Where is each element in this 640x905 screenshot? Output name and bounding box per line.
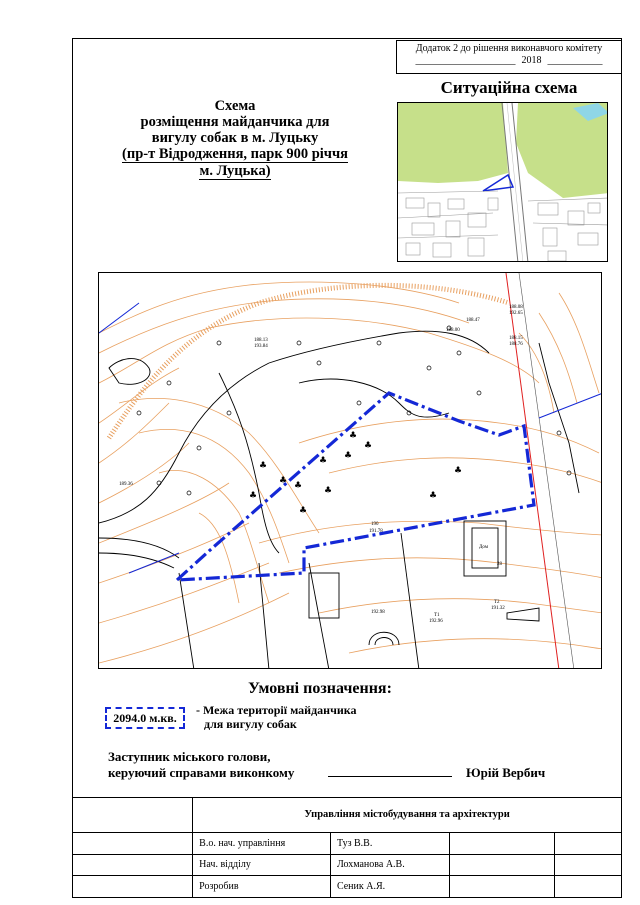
annex-line1: Додаток 2 до рішення виконавчого комітету bbox=[415, 43, 603, 54]
legend-desc-line2: для вигулу собак bbox=[204, 717, 297, 731]
title-line3: вигулу собак в м. Луцьку bbox=[151, 130, 319, 146]
stamp-role-3: Розробив bbox=[193, 876, 331, 898]
svg-text:♣: ♣ bbox=[279, 476, 288, 486]
title-line4: (пр-т Відродження, парк 900 річчя bbox=[122, 146, 348, 162]
buildings bbox=[179, 521, 539, 669]
svg-text:♣: ♣ bbox=[319, 456, 328, 466]
signature-underline bbox=[328, 776, 452, 777]
trees bbox=[249, 431, 462, 516]
svg-text:♣: ♣ bbox=[299, 506, 308, 516]
svg-text:♣: ♣ bbox=[429, 491, 438, 501]
legend-title: Умовні позначення: bbox=[248, 680, 392, 697]
elev-2b: 188.00 bbox=[446, 328, 460, 333]
elev-4: 188.15 bbox=[509, 336, 523, 341]
title-block-stamp bbox=[72, 797, 622, 898]
site-plan-map bbox=[98, 272, 602, 669]
scheme-title bbox=[100, 98, 370, 180]
title-line1: Схема bbox=[214, 98, 256, 114]
annex-line2 bbox=[397, 55, 621, 67]
svg-text:♣: ♣ bbox=[349, 431, 358, 441]
elev-6: 190 bbox=[371, 522, 379, 527]
elev-1b: 193.84 bbox=[254, 344, 268, 349]
bushes bbox=[137, 326, 571, 495]
elev-1: 188.13 bbox=[254, 338, 268, 343]
svg-text:♣: ♣ bbox=[454, 466, 463, 476]
point-t1: Т1 bbox=[434, 613, 440, 618]
stamp-name-1: Туз В.В. bbox=[330, 832, 449, 854]
contour-lines bbox=[99, 282, 602, 663]
annex-year: 2018 bbox=[521, 55, 542, 66]
point-t1-value: 192.96 bbox=[429, 619, 443, 624]
title-line5: м. Луцька) bbox=[199, 163, 271, 179]
house-label: Дом bbox=[479, 545, 488, 550]
situation-map bbox=[397, 102, 608, 262]
title-line2: розміщення майданчика для bbox=[140, 114, 330, 130]
signature-name: Юрій Вербич bbox=[466, 765, 546, 780]
point-t2: Т2 bbox=[494, 600, 500, 605]
svg-text:♣: ♣ bbox=[364, 441, 373, 451]
situation-title: Ситуаційна схема bbox=[440, 78, 578, 97]
annex-blank-right: ___________ bbox=[547, 55, 603, 66]
annex-header bbox=[396, 40, 622, 74]
point-t2-value: 191.32 bbox=[491, 606, 505, 611]
stamp-role-1: В.о. нач. управління bbox=[193, 832, 331, 854]
elev-3: 188.08 bbox=[509, 305, 523, 310]
legend-boundary-sample: 2094.0 м.кв. bbox=[105, 707, 185, 729]
stamp-name-2: Лохманова А.В. bbox=[330, 854, 449, 876]
stamp-name-3: Сеник А.Я. bbox=[330, 876, 449, 898]
signature-block bbox=[108, 749, 294, 781]
legend-desc-line1: - Межа території майданчика bbox=[196, 703, 357, 717]
point-t3-value: 192.98 bbox=[371, 610, 385, 615]
elev-2: 188.47 bbox=[466, 318, 480, 323]
stamp-role-2: Нач. відділу bbox=[193, 854, 331, 876]
embankment bbox=[109, 285, 509, 438]
svg-text:♣: ♣ bbox=[249, 491, 258, 501]
elev-6b: 191.78 bbox=[369, 529, 383, 534]
svg-text:♣: ♣ bbox=[259, 461, 268, 471]
stamp-organization: Управління містобудування та архітектури bbox=[193, 798, 622, 833]
house-number: 28 bbox=[497, 562, 502, 567]
svg-text:♣: ♣ bbox=[344, 451, 353, 461]
signature-line1: Заступник міського голови, bbox=[108, 749, 271, 764]
elev-5: 189.36 bbox=[119, 482, 133, 487]
elev-3b: 192.65 bbox=[509, 311, 523, 316]
park-paths bbox=[99, 331, 579, 568]
elev-4b: 188.76 bbox=[509, 342, 523, 347]
signature-line2: керуючий справами виконкому bbox=[108, 765, 295, 780]
svg-text:♣: ♣ bbox=[294, 481, 303, 491]
svg-text:♣: ♣ bbox=[324, 486, 333, 496]
legend-description bbox=[196, 703, 356, 731]
annex-blank-left: ____________________ bbox=[415, 55, 516, 66]
